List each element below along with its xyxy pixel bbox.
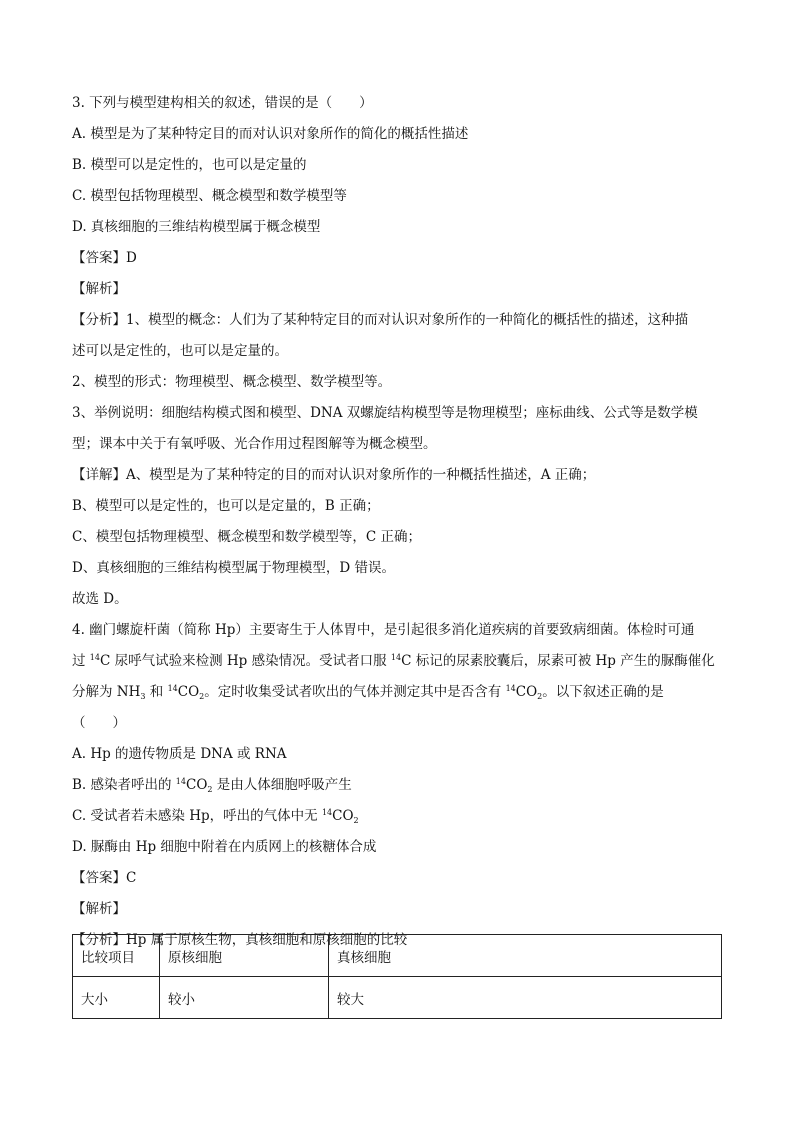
q3-detail-line: 【详解】A、模型是为了某种特定的目的而对认识对象所作的一种概括性描述，A 正确； [72, 467, 596, 483]
q3-analysis-line: 2、模型的形式：物理模型、概念模型、数学模型等。 [72, 374, 392, 390]
q3-answer: 【答案】D [72, 250, 137, 266]
q4-jiexi-label: 【解析】 [72, 901, 126, 917]
q4-stem-line: 4. 幽门螺旋杆菌（简称 Hp）主要寄生于人体胃中，是引起很多消化道疾病的首要致病细菌。体检时可通 [72, 622, 695, 638]
q4-stem-line: （ ） [72, 715, 126, 731]
q3-option-a: A. 模型是为了某种特定目的而对认识对象所作的简化的概括性描述 [72, 126, 469, 142]
q3-stem: 3. 下列与模型建构相关的叙述，错误的是（ ） [72, 95, 373, 111]
q4-stem-line: 过 $^{14}$C 尿呼气试验来检测 Hp 感染情况。受试者口服 $^{14}$C 标记的尿素胶囊后，尿素可被 Hp 产生的脲酶催化 [72, 653, 715, 669]
q3-detail-line: B、模型可以是定性的，也可以是定量的，B 正确； [72, 498, 380, 514]
table-header-cell: 原核细胞 [160, 935, 329, 977]
table-cell: 大小 [73, 977, 160, 1019]
q4-analysis: 【分析】Hp 属于原核生物，真核细胞和原核细胞的比较 [72, 932, 408, 948]
q4-option-c: C. 受试者若未感染 Hp，呼出的气体中无 $^{14}CO_2$ [72, 808, 359, 825]
q3-detail-line: C、模型包括物理模型、概念模型和数学模型等，C 正确； [72, 529, 421, 545]
table-row [73, 977, 722, 1019]
q4-option-d: D. 脲酶由 Hp 细胞中附着在内质网上的核糖体合成 [72, 839, 377, 855]
table-header-cell: 真核细胞 [329, 935, 722, 977]
q3-analysis-line: 述可以是定性的，也可以是定量的。 [72, 343, 288, 359]
table-cell: 较小 [160, 977, 329, 1019]
q3-option-b: B. 模型可以是定性的，也可以是定量的 [72, 157, 307, 173]
document-body [72, 88, 722, 956]
table-row [73, 935, 722, 977]
q3-analysis-line: 3、举例说明：细胞结构模式图和模型、DNA 双螺旋结构模型等是物理模型；座标曲线、公式等是数学模 [72, 405, 698, 421]
table-cell: 较大 [329, 977, 722, 1019]
q3-detail-line: D、真核细胞的三维结构模型属于物理模型，D 错误。 [72, 560, 395, 576]
q3-analysis-line: 【分析】1、模型的概念：人们为了某种特定目的而对认识对象所作的一种简化的概括性的描述，这种描 [72, 312, 689, 328]
q4-stem-line: 分解为 $NH_3$ 和 $^{14}CO_2$。定时收集受试者吹出的气体并测定其中是否含有 $^{14}CO_2$。以下叙述正确的是 [72, 684, 664, 701]
q3-jiexi-label: 【解析】 [72, 281, 126, 297]
q3-analysis-line: 型；课本中关于有氧呼吸、光合作用过程图解等为概念模型。 [72, 436, 437, 452]
table-header-cell: 比较项目 [73, 935, 160, 977]
q3-option-c: C. 模型包括物理模型、概念模型和数学模型等 [72, 188, 347, 204]
q3-conclusion: 故选 D。 [72, 591, 128, 607]
q3-option-d: D. 真核细胞的三维结构模型属于概念模型 [72, 219, 321, 235]
q4-option-a: A. Hp 的遗传物质是 DNA 或 RNA [72, 746, 287, 762]
q4-option-b: B. 感染者呼出的 $^{14}CO_2$ 是由人体细胞呼吸产生 [72, 777, 352, 794]
q4-answer: 【答案】C [72, 870, 137, 886]
comparison-table [72, 934, 722, 1019]
